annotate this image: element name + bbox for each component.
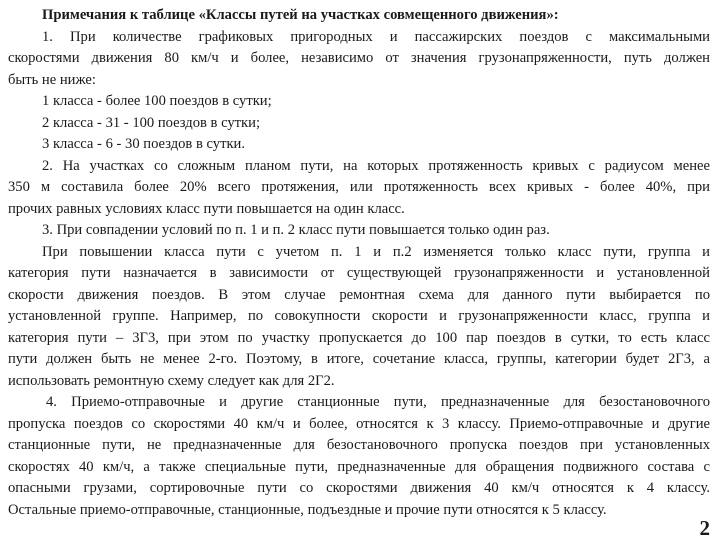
text-line: 350 м составила более 20% всего протяжения, или протяженность всех кривых - более 40%, при — [8, 179, 710, 195]
list-item: 3 класса - 6 - 30 поездов в сутки. — [42, 136, 246, 152]
text-line: категория пути назначается в зависимости от существующей грузонапряженности и установленной — [8, 265, 710, 281]
list-item: 2 класса - 31 - 100 поездов в сутки; — [42, 114, 261, 131]
text-line: категория пути – 3Г3, при этом по участку пропускается до 100 пар поездов в сутки, то есть класс — [8, 329, 710, 346]
text-line: пропуска поездов со скоростями 40 км/ч и более, относятся к 3 классу. Приемо-отправочные и другие — [8, 415, 710, 432]
notes-heading: Примечания к таблице «Классы путей на участках совмещенного движения»: — [42, 7, 559, 23]
text-line: установленной группе. Например, по совокупности скорости и грузонапряженности класс, группа и — [8, 308, 710, 324]
text-line: 4. Приемо-отправочные и другие станционные пути, предназначенные для безостановочного — [46, 394, 710, 410]
text-line: 3. При совпадении условий по п. 1 и п. 2 класс пути повышается только один раз. — [42, 222, 550, 238]
text-line: скорости движения поездов. В этом случае ремонтная схема для данного пути выбирается по — [8, 286, 710, 303]
text-line: скоростях 40 км/ч, а также специальные пути, предназначенные для обращения подвижного состава с — [8, 458, 710, 475]
text-line: При повышении класса пути с учетом п. 1 и п.2 изменяется только класс пути, группа и — [42, 243, 710, 260]
text-line: пути должен быть не менее 2-го. Поэтому, в итоге, сочетание класса, группы, категории будет 2Г3, а — [8, 351, 710, 367]
text-line: 2. На участках со сложным планом пути, на которых протяженность кривых с радиусом менее — [42, 157, 710, 174]
page-number: 2 — [699, 516, 710, 540]
list-item: 1 класса - более 100 поездов в сутки; — [42, 93, 272, 109]
text-line: 1. При количестве графиковых пригородных и пассажирских поездов с максимальными — [42, 28, 710, 45]
text-line: Остальные приемо-отправочные, станционные, подъездные и прочие пути относятся к 5 классу. — [8, 501, 607, 518]
text-line: прочих равных условиях класс пути повышается на один класс. — [8, 200, 405, 217]
text-line: станционные пути, не предназначенные для безостановочного пропуска поездов при установленных — [8, 437, 710, 453]
text-line: опасными грузами, сортировочные пути со скоростями движения 40 км/ч относятся к 4 классу. — [8, 480, 710, 496]
text-line: использовать ремонтную схему следует как для 2Г2. — [8, 372, 335, 389]
text-line: скоростями движения 80 км/ч и более, независимо от значения грузонапряженности, путь должен — [8, 50, 710, 66]
text-line: быть не ниже: — [8, 71, 96, 88]
